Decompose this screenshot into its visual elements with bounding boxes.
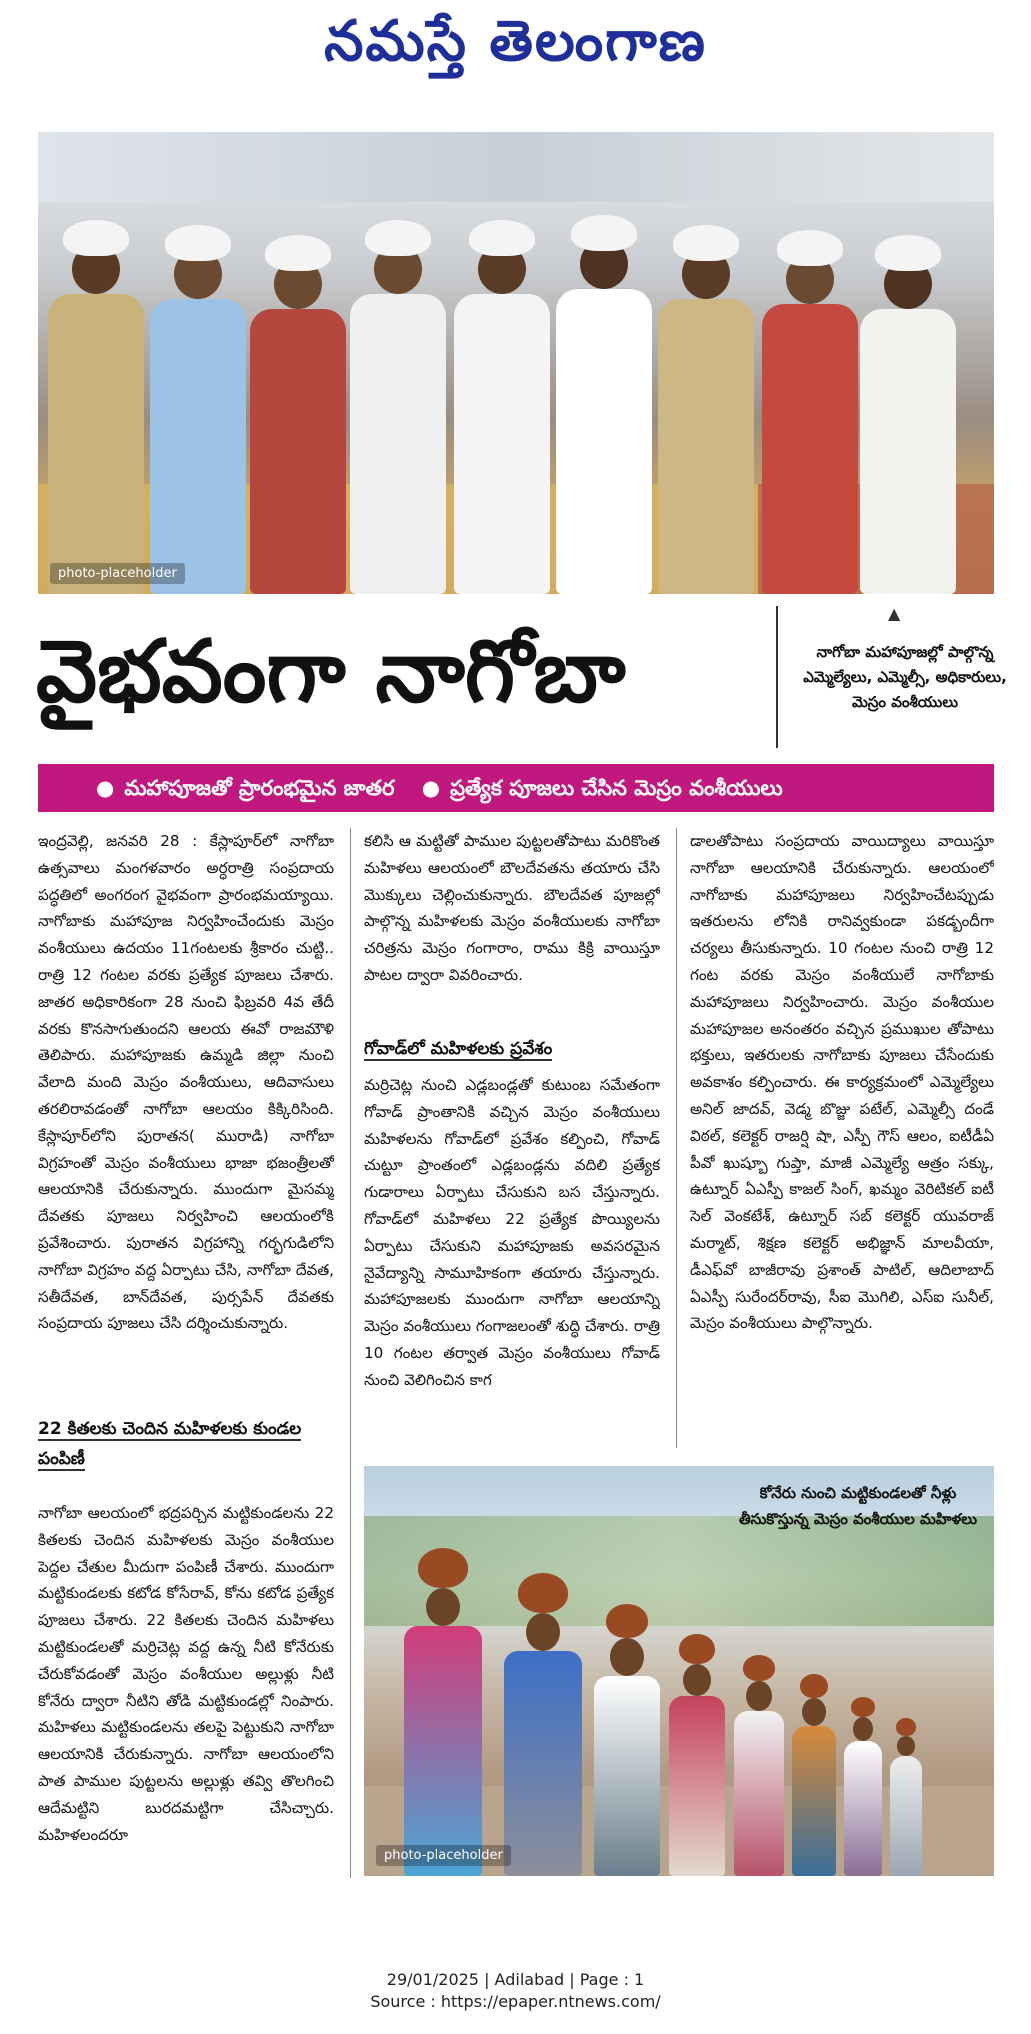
col2-subhead: గోవాడ్‌లో మహిళలకు ప్రవేశం bbox=[364, 1039, 553, 1059]
up-arrow-icon: ▲ bbox=[888, 604, 901, 623]
bottom-photo bbox=[364, 1466, 994, 1876]
bottom-photo-caption: కోనేరు నుంచి మట్టికుండలతో నీళ్లు తీసుకొస్తున్న మెస్రం వంశీయుల మహిళలు bbox=[738, 1484, 978, 1528]
photo-placeholder-icon: photo-placeholder bbox=[376, 1845, 511, 1866]
bullet-icon: ● bbox=[96, 776, 115, 800]
column-divider bbox=[676, 828, 677, 1448]
side-caption: నాగోబా మహాపూజల్లో పాల్గొన్న ఎమ్మెల్యేలు, ఎమ్మెల్సీ, అధికారులు, మెస్రం వంశీయులు bbox=[803, 643, 1007, 711]
highlight-1: మహాపూజతో ప్రారంభమైన జాతర bbox=[124, 776, 395, 800]
headline: వైభవంగా నాగోబా bbox=[36, 621, 626, 722]
photo-placeholder-icon: photo-placeholder bbox=[50, 563, 185, 584]
top-photo bbox=[38, 132, 994, 594]
article-col1-para1: ఇంద్రవెల్లి, జనవరి 28 : కేస్లాపూర్‌లో నాగోబా ఉత్సవాలు మంగళవారం అర్ధరాత్రి సంప్రదాయ పద్ధతిలో అంగరంగ వైభవంగా ప్రారంభమయ్యాయి. నాగోబాకు మహాపూజ నిర్వహించేందుకు మెస్రం వంశీయులు ఉదయం 11గంటలకు శ్రీకారం చుట్టి.. రాత్రి 12 గంటల వరకు ప్రత్యేక పూజలు చేశారు. జాతర అధికారికంగా 28 నుంచి ఫిబ్రవరి 4వ తేదీ వరకు కొనసాగుతుందని ఆలయ ఈవో రాజమౌళి తెలిపారు. మహాపూజకు ఉమ్మడి జిల్లా నుంచి వేలాది మంది మెస్రం వంశీయులు, ఆదివాసులు తరలిరావడంతో నాగోబా ఆలయం కిక్కిరిసింది. కేస్లాపూర్‌లోని పురాతన( మురాడి) నాగోబా విగ్రహంతో మెస్రం వంశీయులు భాజా భజంత్రీలతో ఆలయానికి చేరుకున్నారు. ముందుగా మైసమ్మ దేవతకు పూజలు నిర్వహించి ఆలయంలోకి ప్రవేశించారు. పురాతన విగ్రహాన్ని గర్భగుడిలోని నాగోబా విగ్రహం వద్ద ఏర్పాటు చేసి, నాగోబా దేవత, సతీదేవత, బాన్‌దేవత, పుర్సపేన్ దేవతకు సంప్రదాయ పూజలు చేసి దర్శించుకున్నారు. bbox=[38, 832, 334, 1333]
highlight-2: ప్రత్యేక పూజలు చేసిన మెస్రం వంశీయులు bbox=[450, 776, 783, 800]
headline-divider bbox=[776, 606, 778, 748]
article-col1-para2: నాగోబా ఆలయంలో భద్రపర్చిన మట్టికుండలను 22 కితలకు చెందిన మహిళలకు మెస్రం వంశీయుల పెద్దల చేతుల మీదుగా పంపిణీ చేశారు. ముందుగా మట్టికుండలకు కటోడ కోసేరావ్, కోను కటోడ ప్రత్యేక పూజలు చేశారు. 22 కితలకు చెందిన మహిళలు మట్టికుండలతో మర్రిచెట్ల వద్ద ఉన్న నీటి కోనేరుకు చేరుకోవడంతో మెస్రం వంశీయుల అల్లుళ్లు నీటి కోనేరు ద్వారా నీటిని తోడి మట్టికుండల్లో నింపారు. మహిళలు మట్టికుండలను తలపై పెట్టుకుని నాగోబా ఆలయానికి చేరుకున్నారు. నాగోబా ఆలయంలోని పాత పాముల పుట్టలను అల్లుళ్లు తవ్వి తొలగించి ఆదేమట్టిని బురదమట్టిగా చేసిచ్చారు. మహిళలందరూ bbox=[38, 1504, 334, 1844]
article-col3-para1: డాలతోపాటు సంప్రదాయ వాయిద్యాలు వాయిస్తూ నాగోబా ఆలయానికి చేరుకున్నారు. ఆలయంలో నాగోబాకు మహాపూజలు నిర్వహించేటప్పుడు ఇతరులను లోనికి రానివ్వకుండా పకడ్బందీగా చర్యలు తీసుకున్నారు. 10 గంటల నుంచి రాత్రి 12 గంట వరకు మెస్రం వంశీయులే నాగోబాకు మహాపూజలు నిర్వహించారు. మెస్రం వంశీయుల మహాపూజల అనంతరం వచ్చిన ప్రముఖుల తోపాటు భక్తులు, ఇతరులకు నాగోబాకు పూజలు చేసేందుకు అవకాశం కల్పించారు. ఈ కార్యక్రమంలో ఎమ్మెల్యేలు అనిల్ జాదవ్, వెడ్మ బొజ్జు పటేల్, ఎమ్మెల్సీ దండే విఠల్, కలెక్టర్ రాజర్షి షా, ఎస్పీ గౌస్ ఆలం, ఐటీడీఏ పీవో ఖుష్బూ గుప్తా, మాజీ ఎమ్మెల్యే ఆత్రం సక్కు, ఉట్నూర్ ఏఎస్పీ కాజల్ సింగ్, ఖమ్మం వెరిటికల్ ఐటీ సెల్ వెంకటేశ్, ఉట్నూర్ సబ్ కలెక్టర్ యువరాజ్ మర్మాట్, శిక్షణ కలెక్టర్ అభిజ్ఞాన్ మాలవీయా, డీఎఫ్‌వో బాజీరావు ప్రశాంత్ పాటిల్, ఆదిలాబాద్ ఏఎస్పీ సురేందర్‌రావు, సీఐ మొగిలి, ఎస్ఐ సునీల్, మెస్రం వంశీయులు పాల్గొన్నారు. bbox=[690, 832, 994, 1333]
article-col2-para1: కలిసి ఆ మట్టితో పాముల పుట్టలతోపాటు మరికొంత మహిళలు ఆలయంలో బౌలదేవతను తయారు చేసి మొక్కులు చెల్లించుకున్నారు. బౌలదేవత పూజల్లో పాల్గొన్న మహిళలకు మెస్రం వంశీయులకు నాగోబా చరిత్రను మెస్రం గంగారాం, రాము కిక్రి వాయిస్తూ పాటల ద్వారా వివరించారు. bbox=[364, 832, 660, 984]
col1-subhead: 22 కితలకు చెందిన మహిళలకు కుండల పంపిణీ bbox=[38, 1419, 302, 1469]
footer-source-line: Source : https://epaper.ntnews.com/ bbox=[370, 1992, 661, 2011]
bullet-icon: ● bbox=[421, 776, 441, 800]
highlights-bar bbox=[38, 764, 994, 812]
masthead-logo: నమస్తే తెలంగాణ bbox=[324, 8, 707, 74]
column-divider bbox=[350, 828, 351, 1878]
footer-edition-line: 29/01/2025 | Adilabad | Page : 1 bbox=[386, 1970, 645, 1989]
article-col2-para2: మర్రిచెట్ల నుంచి ఎడ్లబండ్లతో కుటుంబ సమేతంగా గోవాడ్ ప్రాంతానికి వచ్చిన మెస్రం వంశీయులు మహిళలను గోవాడ్‌లో ప్రవేశం కల్పించి, గోవాడ్ చుట్టూ ప్రాంతంలో ఎడ్లబండ్లను వదిలి ప్రత్యేక గుడారాలు ఏర్పాటు చేసుకుని బస చేస్తున్నారు. గోవాడ్‌లో మహిళలు 22 ప్రత్యేక పొయ్యిలను ఏర్పాటు చేసుకుని మహాపూజకు అవసరమైన నైవేద్యాన్ని సామూహికంగా తయారు చేస్తున్నారు. మహాపూజలకు ముందుగా నాగోబా ఆలయాన్ని మెస్రం వంశీయులు గంగాజలంతో శుద్ధి చేశారు. రాత్రి 10 గంటల తర్వాత మెస్రం వంశీయులు గోవాడ్ నుంచి వెలిగించిన కాగ bbox=[364, 1076, 660, 1389]
